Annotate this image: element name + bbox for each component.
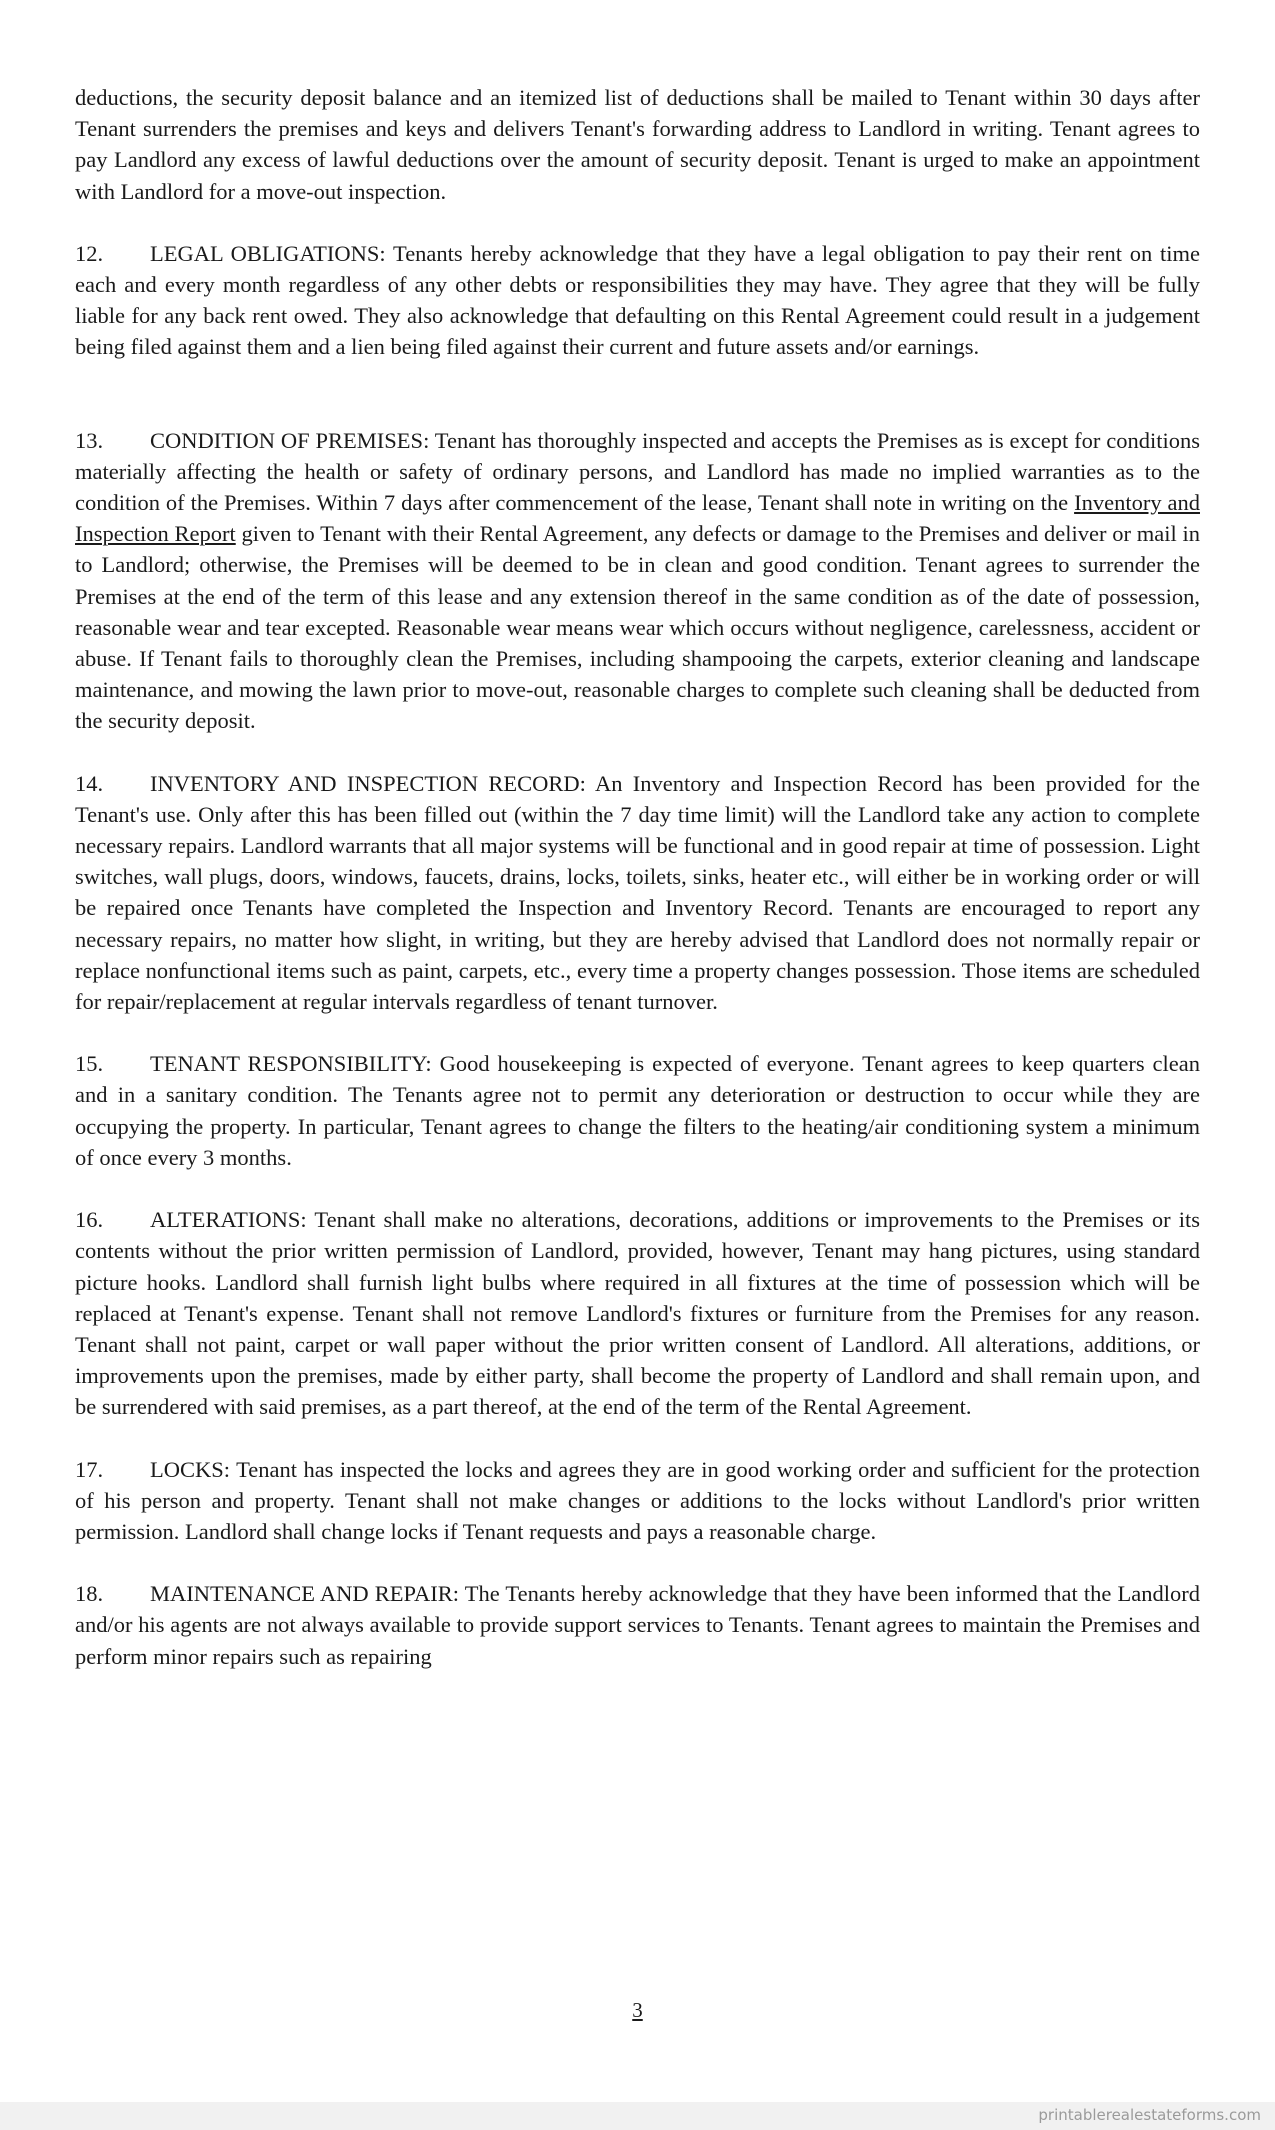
section-text: LEGAL OBLIGATIONS: Tenants hereby acknowledge that they have a legal obligation to pay their rent on time each and every month regardless of any other debts or responsibilities they may have. They agree that they will be fully liable for any back rent owed. They also acknowledge that defaulting on this Rental Agreement could result in a judgement being filed against them and a lien being filed against their current and future assets and/or earnings. xyxy=(75,240,1200,360)
document-page xyxy=(75,82,1200,1703)
section-number: 17. xyxy=(75,1456,104,1482)
section-text: ALTERATIONS: Tenant shall make no alterations, decorations, additions or improvements to the Premises or its contents without the prior written permission of Landlord, provided, however, Tenant may hang pictures, using standard picture hooks. Landlord shall furnish light bulbs where required in all fixtures at the time of possession which will be replaced at Tenant's expense. Tenant shall not remove Landlord's fixtures or furniture from the Premises for any reason. Tenant shall not paint, carpet or wall paper without the prior written consent of Landlord. All alterations, additions, or improvements upon the premises, made by either party, shall become the property of Landlord and shall remain upon, and be surrendered with said premises, as a part thereof, at the end of the term of the Rental Agreement. xyxy=(75,1207,1200,1420)
section-13 xyxy=(75,425,1200,737)
section-number: 15. xyxy=(75,1051,104,1077)
section-15 xyxy=(75,1048,1200,1173)
section-number: 18. xyxy=(75,1581,104,1607)
section-14 xyxy=(75,768,1200,1018)
section-18 xyxy=(75,1578,1200,1672)
section-text: MAINTENANCE AND REPAIR: The Tenants hereby acknowledge that they have been informed that the Landlord and/or his agents are not always available to provide support services to Tenants. Tenant agrees to maintain the Premises and perform minor repairs such as repairing xyxy=(75,1581,1200,1669)
section-16 xyxy=(75,1204,1200,1422)
section-number: 14. xyxy=(75,770,104,796)
section-text-continued: given to Tenant with their Rental Agreement, any defects or damage to the Premises and deliver or mail in to Landlord; otherwise, the Premises will be deemed to be in clean and good condition. Tenant agrees to surrender the Premises at the end of the term of this lease and any extension thereof in the same condition as of the date of possession, reasonable wear and tear excepted. Reasonable wear means wear which occurs without negligence, carelessness, accident or abuse. If Tenant fails to thoroughly clean the Premises, including shampooing the carpets, exterior cleaning and landscape maintenance, and mowing the lawn prior to move-out, reasonable charges to complete such cleaning shall be deducted from the security deposit. xyxy=(75,521,1200,734)
section-number: 13. xyxy=(75,427,104,453)
section-number: 12. xyxy=(75,240,104,266)
section-text: INVENTORY AND INSPECTION RECORD: An Inventory and Inspection Record has been provided for the Tenant's use. Only after this has been filled out (within the 7 day time limit) will the Landlord take any action to complete necessary repairs. Landlord warrants that all major systems will be functional and in good repair at time of possession. Light switches, wall plugs, doors, windows, faucets, drains, locks, toilets, sinks, heater etc., will either be in working order or will be repaired once Tenants have completed the Inspection and Inventory Record. Tenants are encouraged to report any necessary repairs, no matter how slight, in writing, but they are hereby advised that Landlord does not normally repair or replace nonfunctional items such as paint, carpets, etc., every time a property changes possession. Those items are scheduled for repair/replacement at regular intervals regardless of tenant turnover. xyxy=(75,770,1200,1015)
continuation-paragraph: deductions, the security deposit balance and an itemized list of deductions shall be mailed to Tenant within 30 days after Tenant surrenders the premises and keys and delivers Tenant's forwarding address to Landlord in writing. Tenant agrees to pay Landlord any excess of lawful deductions over the amount of security deposit. Tenant is urged to make an appointment with Landlord for a move-out inspection. xyxy=(75,85,1200,204)
section-text: TENANT RESPONSIBILITY: Good housekeeping is expected of everyone. Tenant agrees to keep quarters clean and in a sanitary condition. The Tenants agree not to permit any deterioration or destruction to occur while they are occupying the property. In particular, Tenant agrees to change the filters to the heating/air conditioning system a minimum of once every 3 months. xyxy=(75,1051,1200,1170)
section-12 xyxy=(75,238,1200,363)
section-text: LOCKS: Tenant has inspected the locks and agrees they are in good working order and sufficient for the protection of his person and property. Tenant shall not make changes or additions to the locks without Landlord's prior written permission. Landlord shall change locks if Tenant requests and pays a reasonable charge. xyxy=(75,1456,1200,1544)
page-number: 3 xyxy=(632,1998,643,2022)
section-number: 16. xyxy=(75,1207,104,1233)
section-17 xyxy=(75,1454,1200,1548)
footer-bar xyxy=(0,2102,1275,2130)
inventory-report-reference: Inventory and Inspection Report xyxy=(75,490,1200,547)
section-text: CONDITION OF PREMISES: Tenant has thoroughly inspected and accepts the Premises as is except for conditions materially affecting the health or safety of ordinary persons, and Landlord has made no implied warranties as to the condition of the Premises. Within 7 days after commencement of the lease, Tenant shall note in writing on the xyxy=(75,427,1200,516)
footer-site-link[interactable]: printablerealestateforms.com xyxy=(1038,2106,1261,2124)
